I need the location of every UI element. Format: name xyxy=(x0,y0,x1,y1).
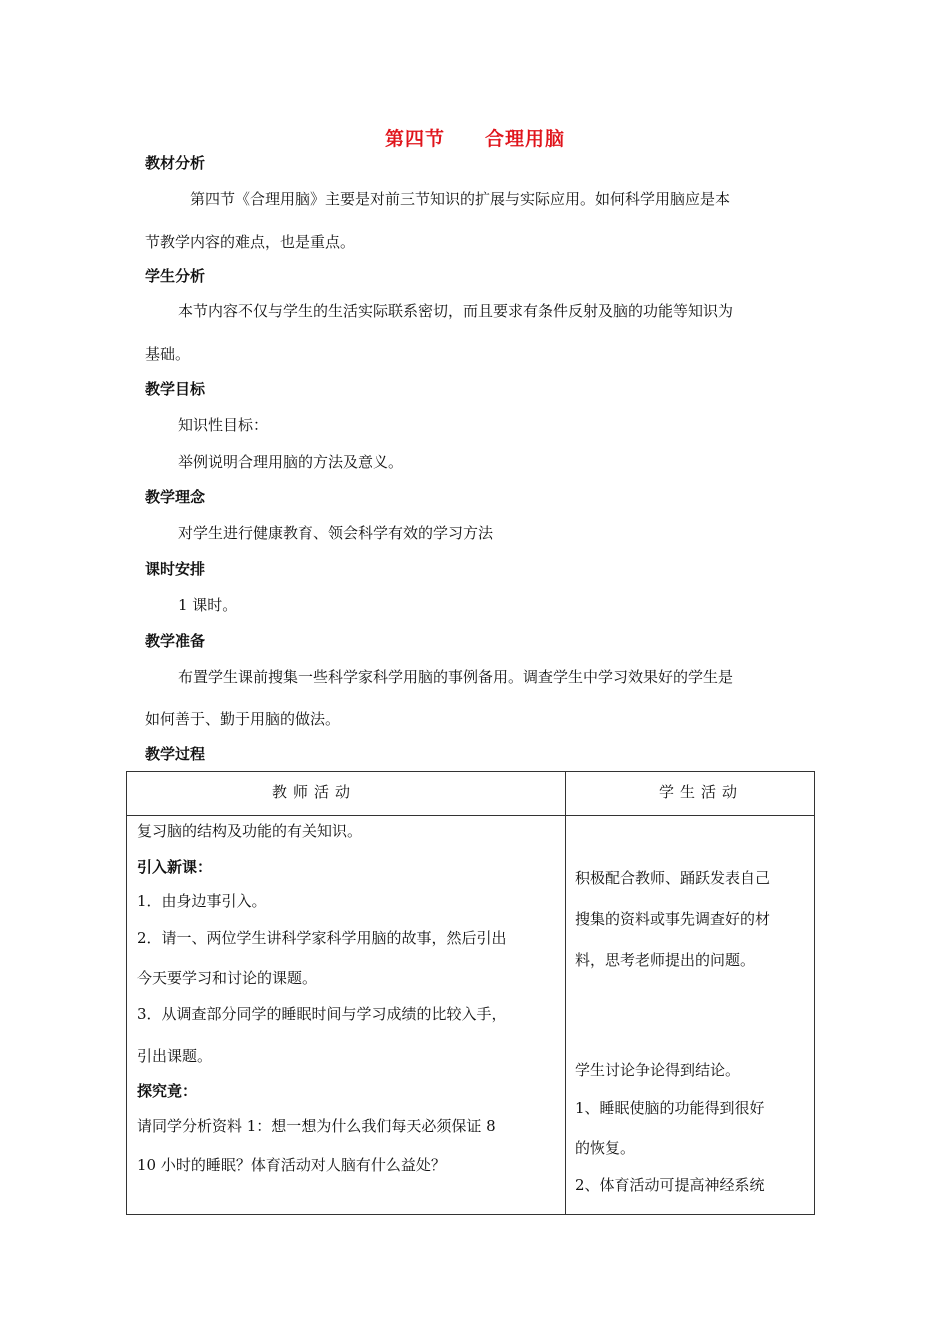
student-line-4: 学生讨论争论得到结论。 xyxy=(575,1061,741,1079)
material-line-2: 节教学内容的难点，也是重点。 xyxy=(145,233,356,251)
title-section-number: 第四节 xyxy=(384,128,445,150)
table-header-divider xyxy=(127,815,814,816)
student-line-5: 1、睡眠使脑的功能得到很好 xyxy=(575,1099,765,1117)
teacher-line-1: 复习脑的结构及功能的有关知识。 xyxy=(137,822,363,840)
heading-teaching-philosophy: 教学理念 xyxy=(145,488,206,506)
heading-student-analysis: 学生分析 xyxy=(145,267,206,285)
material-line-1: 第四节《合理用脑》主要是对前三节知识的扩展与实际应用。如何科学用脑应是本 xyxy=(190,190,731,208)
heading-class-schedule: 课时安排 xyxy=(145,560,206,578)
student-analysis-line-1: 本节内容不仅与学生的生活实际联系密切，而且要求有条件反射及脑的功能等知识为 xyxy=(178,302,734,320)
teacher-explore-heading: 探究竟： xyxy=(137,1082,198,1100)
student-line-7: 2、体育活动可提高神经系统 xyxy=(575,1176,765,1194)
teacher-line-5: 今天要学习和讨论的课题。 xyxy=(137,969,318,987)
heading-teaching-process: 教学过程 xyxy=(145,745,206,763)
prep-line-1: 布置学生课前搜集一些科学家科学用脑的事例备用。调查学生中学习效果好的学生是 xyxy=(178,668,734,686)
header-teacher-activity: 教师活动 xyxy=(272,783,357,801)
goals-line-2: 举例说明合理用脑的方法及意义。 xyxy=(178,453,404,471)
goals-line-1: 知识性目标： xyxy=(178,416,269,434)
prep-line-2: 如何善于、勤于用脑的做法。 xyxy=(145,710,341,728)
teacher-line-9: 请同学分析资料 1：想一想为什么我们每天必须保证 8 xyxy=(137,1117,496,1135)
teacher-line-7: 引出课题。 xyxy=(137,1047,213,1065)
process-table xyxy=(126,771,815,1215)
schedule-line-1: 1 课时。 xyxy=(178,596,238,614)
title-topic: 合理用脑 xyxy=(485,128,566,150)
header-student-activity: 学生活动 xyxy=(659,783,744,801)
philosophy-line-1: 对学生进行健康教育、领会科学有效的学习方法 xyxy=(178,524,494,542)
student-line-2: 搜集的资料或事先调查好的材 xyxy=(575,910,771,928)
student-line-6: 的恢复。 xyxy=(575,1139,636,1157)
student-line-3: 料，思考老师提出的问题。 xyxy=(575,951,756,969)
heading-teaching-preparation: 教学准备 xyxy=(145,632,206,650)
teacher-line-3: 1．由身边事引入。 xyxy=(137,892,267,910)
teacher-line-6: 3．从调查部分同学的睡眠时间与学习成绩的比较入手， xyxy=(137,1005,507,1023)
teacher-intro-heading: 引入新课： xyxy=(137,858,213,876)
heading-teaching-goals: 教学目标 xyxy=(145,380,206,398)
student-analysis-line-2: 基础。 xyxy=(145,345,191,363)
teacher-line-4: 2．请一、两位学生讲科学家科学用脑的故事，然后引出 xyxy=(137,929,507,947)
page-title xyxy=(0,124,950,151)
student-line-1: 积极配合教师、踊跃发表自己 xyxy=(575,869,771,887)
table-column-divider xyxy=(565,772,566,1214)
heading-material-analysis: 教材分析 xyxy=(145,154,206,172)
teacher-line-10: 10 小时的睡眠？体育活动对人脑有什么益处？ xyxy=(137,1156,446,1174)
